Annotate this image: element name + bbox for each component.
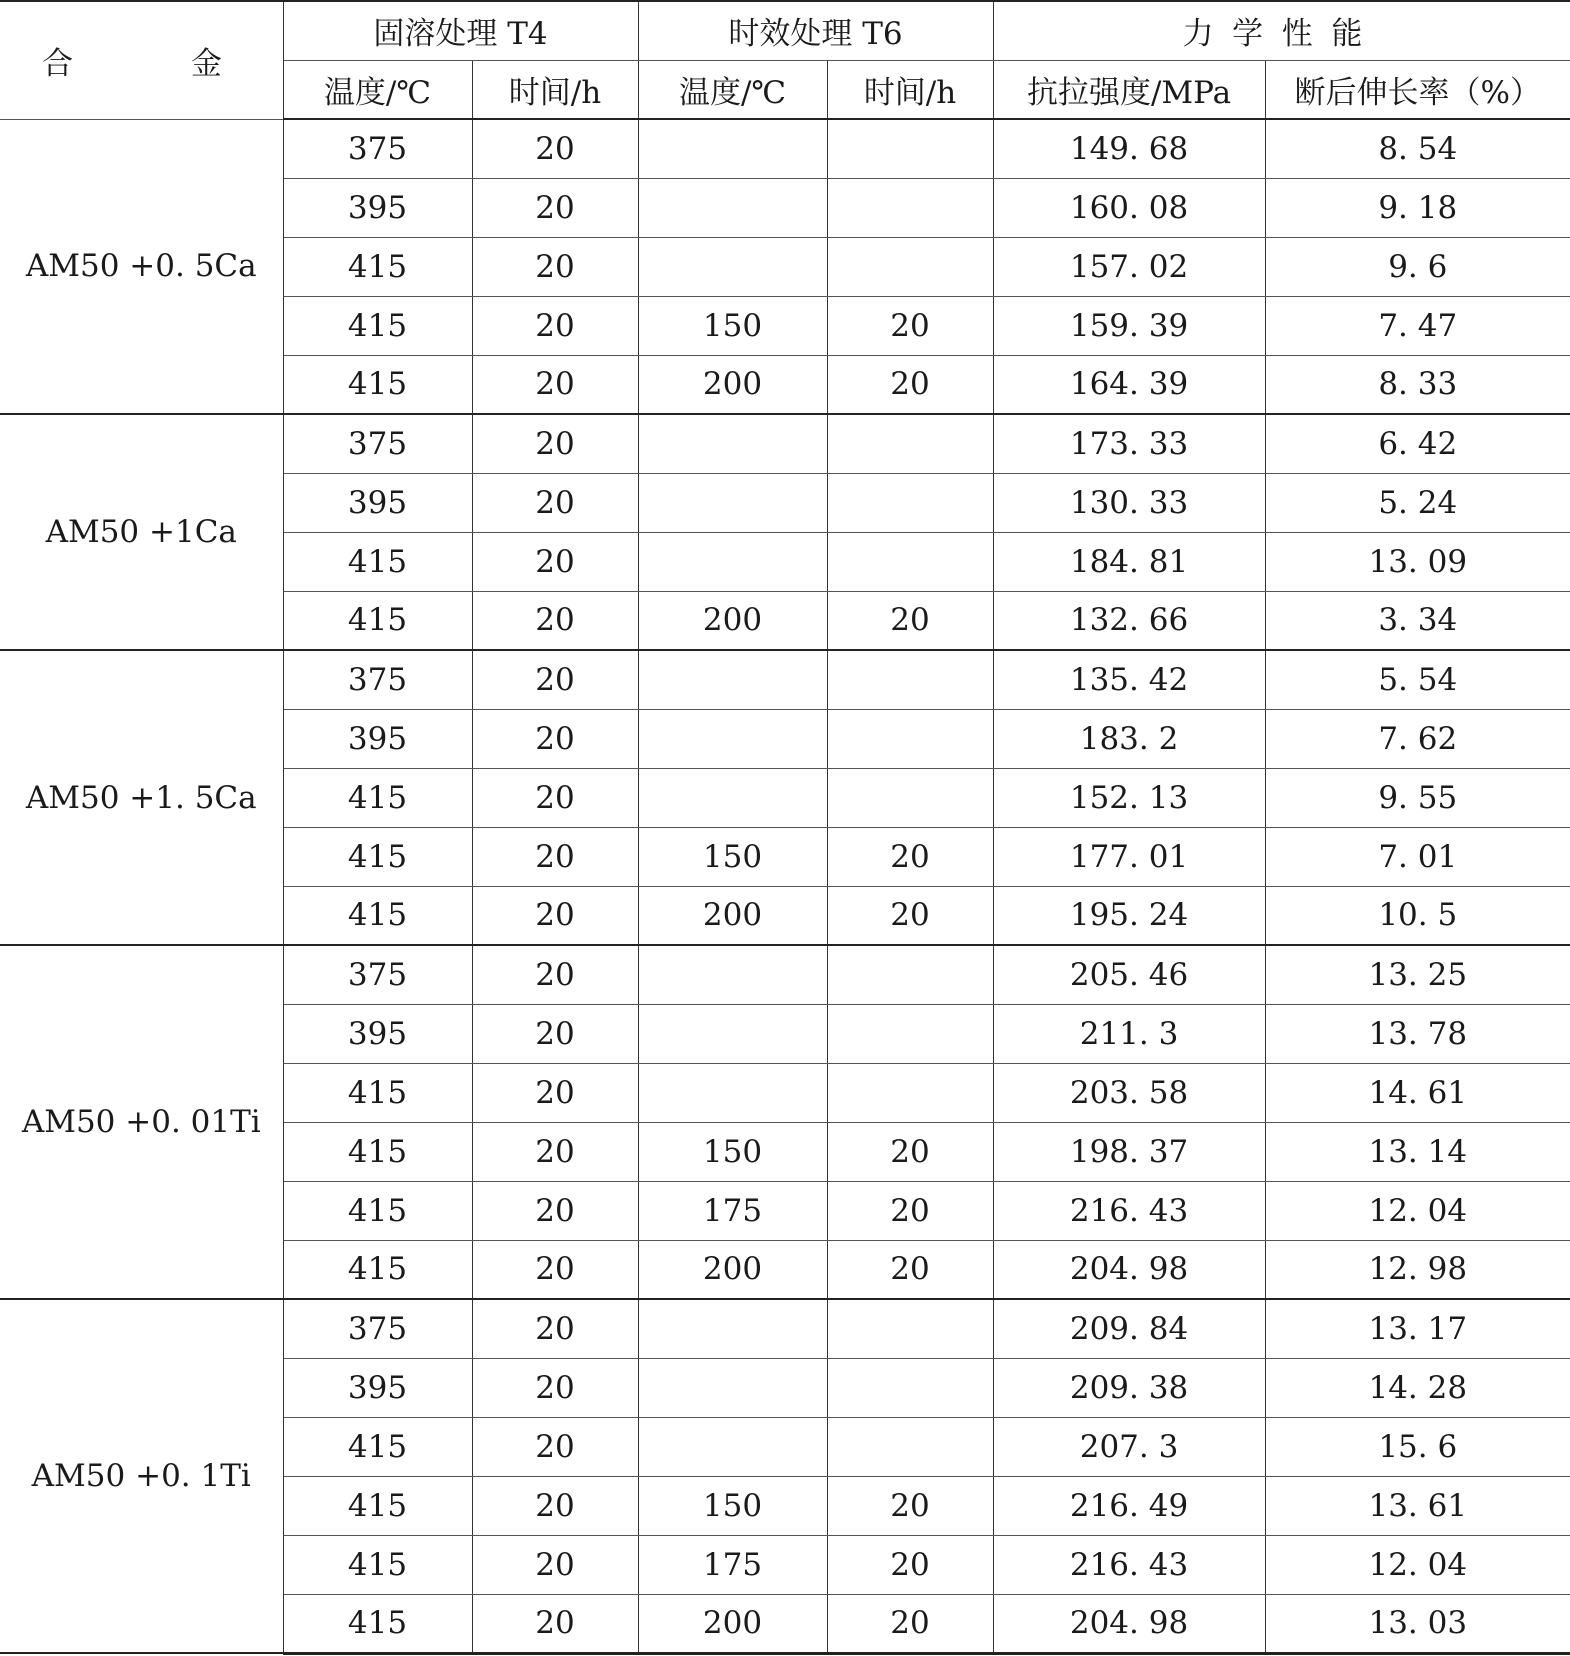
cell-t4-temp: 375 bbox=[283, 414, 472, 473]
cell-t6-temp bbox=[638, 237, 827, 296]
cell-t6-temp: 150 bbox=[638, 1476, 827, 1535]
cell-t6-temp: 200 bbox=[638, 886, 827, 945]
cell-strength: 173. 33 bbox=[993, 414, 1265, 473]
header-t6-time: 时间/h bbox=[827, 60, 993, 119]
cell-strength: 216. 43 bbox=[993, 1535, 1265, 1594]
cell-elongation: 7. 01 bbox=[1265, 827, 1570, 886]
cell-t6-time: 20 bbox=[827, 1122, 993, 1181]
cell-t4-time: 20 bbox=[472, 355, 638, 414]
cell-elongation: 13. 25 bbox=[1265, 945, 1570, 1004]
cell-t4-time: 20 bbox=[472, 945, 638, 1004]
cell-elongation: 5. 54 bbox=[1265, 650, 1570, 709]
table-row bbox=[0, 1299, 1570, 1358]
cell-t4-time: 20 bbox=[472, 768, 638, 827]
header-elongation: 断后伸长率（%） bbox=[1265, 60, 1570, 119]
cell-t6-temp: 200 bbox=[638, 591, 827, 650]
cell-t6-temp bbox=[638, 414, 827, 473]
cell-strength: 184. 81 bbox=[993, 532, 1265, 591]
cell-t6-time: 20 bbox=[827, 355, 993, 414]
cell-t4-time: 20 bbox=[472, 709, 638, 768]
cell-t6-temp bbox=[638, 532, 827, 591]
header-t4: 固溶处理 T4 bbox=[283, 1, 638, 60]
cell-t4-temp: 415 bbox=[283, 1535, 472, 1594]
cell-t6-time bbox=[827, 650, 993, 709]
cell-t4-time: 20 bbox=[472, 414, 638, 473]
cell-strength: 132. 66 bbox=[993, 591, 1265, 650]
cell-t4-time: 20 bbox=[472, 827, 638, 886]
cell-strength: 211. 3 bbox=[993, 1004, 1265, 1063]
cell-t6-time bbox=[827, 1358, 993, 1417]
cell-t4-time: 20 bbox=[472, 1476, 638, 1535]
cell-t6-time: 20 bbox=[827, 591, 993, 650]
cell-t6-temp bbox=[638, 1299, 827, 1358]
cell-t4-time: 20 bbox=[472, 1240, 638, 1299]
cell-t4-time: 20 bbox=[472, 296, 638, 355]
cell-t4-temp: 395 bbox=[283, 709, 472, 768]
table-row bbox=[0, 119, 1570, 178]
cell-t4-time: 20 bbox=[472, 1417, 638, 1476]
cell-elongation: 13. 17 bbox=[1265, 1299, 1570, 1358]
cell-t4-temp: 415 bbox=[283, 237, 472, 296]
cell-t4-time: 20 bbox=[472, 1063, 638, 1122]
cell-elongation: 5. 24 bbox=[1265, 473, 1570, 532]
cell-t6-temp bbox=[638, 1358, 827, 1417]
cell-t4-time: 20 bbox=[472, 591, 638, 650]
table-header bbox=[0, 1, 1570, 119]
cell-t4-temp: 375 bbox=[283, 119, 472, 178]
cell-t4-temp: 415 bbox=[283, 355, 472, 414]
cell-t6-temp bbox=[638, 709, 827, 768]
cell-t4-time: 20 bbox=[472, 473, 638, 532]
table-row bbox=[0, 945, 1570, 1004]
cell-t4-temp: 415 bbox=[283, 532, 472, 591]
cell-t4-time: 20 bbox=[472, 1358, 638, 1417]
header-row-1 bbox=[0, 1, 1570, 60]
cell-strength: 216. 49 bbox=[993, 1476, 1265, 1535]
cell-t4-temp: 395 bbox=[283, 178, 472, 237]
header-strength: 抗拉强度/MPa bbox=[993, 60, 1265, 119]
header-t6: 时效处理 T6 bbox=[638, 1, 993, 60]
cell-t6-time: 20 bbox=[827, 296, 993, 355]
table-body bbox=[0, 119, 1570, 1653]
cell-strength: 204. 98 bbox=[993, 1240, 1265, 1299]
cell-elongation: 7. 47 bbox=[1265, 296, 1570, 355]
table-row bbox=[0, 650, 1570, 709]
cell-t6-time bbox=[827, 178, 993, 237]
cell-t6-temp: 200 bbox=[638, 1240, 827, 1299]
cell-t6-time: 20 bbox=[827, 1535, 993, 1594]
cell-t6-time bbox=[827, 1004, 993, 1063]
header-mechanical: 力学性能 bbox=[993, 1, 1570, 60]
cell-t6-temp: 150 bbox=[638, 296, 827, 355]
cell-t4-time: 20 bbox=[472, 886, 638, 945]
cell-t4-temp: 415 bbox=[283, 1063, 472, 1122]
cell-elongation: 8. 54 bbox=[1265, 119, 1570, 178]
cell-t4-temp: 375 bbox=[283, 945, 472, 1004]
cell-strength: 195. 24 bbox=[993, 886, 1265, 945]
cell-t4-temp: 415 bbox=[283, 1594, 472, 1653]
cell-elongation: 9. 6 bbox=[1265, 237, 1570, 296]
cell-t6-temp bbox=[638, 945, 827, 1004]
header-t4-temp: 温度/℃ bbox=[283, 60, 472, 119]
cell-t6-temp bbox=[638, 119, 827, 178]
cell-elongation: 7. 62 bbox=[1265, 709, 1570, 768]
cell-elongation: 12. 98 bbox=[1265, 1240, 1570, 1299]
cell-t6-time bbox=[827, 532, 993, 591]
cell-t6-temp bbox=[638, 1004, 827, 1063]
cell-strength: 216. 43 bbox=[993, 1181, 1265, 1240]
cell-t6-time bbox=[827, 119, 993, 178]
cell-t6-temp bbox=[638, 473, 827, 532]
cell-t6-temp: 150 bbox=[638, 1122, 827, 1181]
cell-strength: 160. 08 bbox=[993, 178, 1265, 237]
cell-strength: 135. 42 bbox=[993, 650, 1265, 709]
cell-t4-time: 20 bbox=[472, 1535, 638, 1594]
cell-t4-temp: 415 bbox=[283, 591, 472, 650]
cell-t4-temp: 415 bbox=[283, 1122, 472, 1181]
cell-t6-temp: 175 bbox=[638, 1181, 827, 1240]
cell-t6-time: 20 bbox=[827, 1181, 993, 1240]
cell-elongation: 13. 78 bbox=[1265, 1004, 1570, 1063]
cell-t4-temp: 415 bbox=[283, 768, 472, 827]
cell-strength: 157. 02 bbox=[993, 237, 1265, 296]
cell-elongation: 13. 09 bbox=[1265, 532, 1570, 591]
cell-strength: 207. 3 bbox=[993, 1417, 1265, 1476]
cell-strength: 205. 46 bbox=[993, 945, 1265, 1004]
cell-t6-temp bbox=[638, 178, 827, 237]
cell-t4-temp: 415 bbox=[283, 296, 472, 355]
cell-strength: 203. 58 bbox=[993, 1063, 1265, 1122]
cell-t6-time bbox=[827, 945, 993, 1004]
cell-strength: 209. 38 bbox=[993, 1358, 1265, 1417]
cell-elongation: 3. 34 bbox=[1265, 591, 1570, 650]
cell-t6-time: 20 bbox=[827, 886, 993, 945]
cell-elongation: 10. 5 bbox=[1265, 886, 1570, 945]
cell-strength: 159. 39 bbox=[993, 296, 1265, 355]
cell-t4-time: 20 bbox=[472, 1181, 638, 1240]
cell-t4-time: 20 bbox=[472, 1299, 638, 1358]
cell-t6-time bbox=[827, 473, 993, 532]
cell-elongation: 15. 6 bbox=[1265, 1417, 1570, 1476]
cell-elongation: 9. 18 bbox=[1265, 178, 1570, 237]
cell-t4-temp: 395 bbox=[283, 1358, 472, 1417]
cell-strength: 149. 68 bbox=[993, 119, 1265, 178]
cell-elongation: 14. 61 bbox=[1265, 1063, 1570, 1122]
cell-t4-temp: 415 bbox=[283, 1417, 472, 1476]
cell-t4-temp: 375 bbox=[283, 1299, 472, 1358]
cell-elongation: 12. 04 bbox=[1265, 1535, 1570, 1594]
cell-strength: 209. 84 bbox=[993, 1299, 1265, 1358]
cell-t4-time: 20 bbox=[472, 1594, 638, 1653]
cell-elongation: 9. 55 bbox=[1265, 768, 1570, 827]
cell-t6-time bbox=[827, 768, 993, 827]
cell-alloy: AM50 +0. 1Ti bbox=[0, 1299, 283, 1653]
cell-strength: 204. 98 bbox=[993, 1594, 1265, 1653]
cell-t6-time bbox=[827, 1063, 993, 1122]
cell-t6-temp bbox=[638, 1063, 827, 1122]
cell-t6-temp: 175 bbox=[638, 1535, 827, 1594]
cell-t4-temp: 375 bbox=[283, 650, 472, 709]
cell-t4-time: 20 bbox=[472, 650, 638, 709]
cell-t6-temp bbox=[638, 768, 827, 827]
cell-elongation: 13. 14 bbox=[1265, 1122, 1570, 1181]
cell-t6-time: 20 bbox=[827, 1240, 993, 1299]
cell-t6-temp: 150 bbox=[638, 827, 827, 886]
cell-strength: 198. 37 bbox=[993, 1122, 1265, 1181]
cell-t4-temp: 415 bbox=[283, 1240, 472, 1299]
cell-t6-time: 20 bbox=[827, 1476, 993, 1535]
cell-t4-time: 20 bbox=[472, 532, 638, 591]
cell-t6-time bbox=[827, 1417, 993, 1476]
cell-t4-temp: 415 bbox=[283, 1476, 472, 1535]
cell-t6-temp: 200 bbox=[638, 355, 827, 414]
cell-elongation: 6. 42 bbox=[1265, 414, 1570, 473]
cell-t6-temp bbox=[638, 1417, 827, 1476]
cell-strength: 164. 39 bbox=[993, 355, 1265, 414]
cell-alloy: AM50 +1Ca bbox=[0, 414, 283, 650]
cell-t4-time: 20 bbox=[472, 1004, 638, 1063]
cell-alloy: AM50 +0. 01Ti bbox=[0, 945, 283, 1299]
header-t4-time: 时间/h bbox=[472, 60, 638, 119]
cell-elongation: 14. 28 bbox=[1265, 1358, 1570, 1417]
table-row bbox=[0, 414, 1570, 473]
cell-strength: 152. 13 bbox=[993, 768, 1265, 827]
cell-t4-temp: 395 bbox=[283, 1004, 472, 1063]
cell-t6-time bbox=[827, 709, 993, 768]
cell-elongation: 13. 61 bbox=[1265, 1476, 1570, 1535]
cell-alloy: AM50 +1. 5Ca bbox=[0, 650, 283, 945]
cell-t6-time: 20 bbox=[827, 827, 993, 886]
cell-elongation: 12. 04 bbox=[1265, 1181, 1570, 1240]
cell-strength: 183. 2 bbox=[993, 709, 1265, 768]
cell-t6-temp bbox=[638, 650, 827, 709]
cell-t6-time: 20 bbox=[827, 1594, 993, 1653]
cell-t6-temp: 200 bbox=[638, 1594, 827, 1653]
cell-t6-time bbox=[827, 414, 993, 473]
cell-t6-time bbox=[827, 237, 993, 296]
cell-t4-temp: 415 bbox=[283, 827, 472, 886]
cell-alloy: AM50 +0. 5Ca bbox=[0, 119, 283, 414]
cell-strength: 177. 01 bbox=[993, 827, 1265, 886]
cell-elongation: 8. 33 bbox=[1265, 355, 1570, 414]
cell-strength: 130. 33 bbox=[993, 473, 1265, 532]
cell-t4-temp: 415 bbox=[283, 1181, 472, 1240]
cell-t4-time: 20 bbox=[472, 1122, 638, 1181]
cell-t4-temp: 415 bbox=[283, 886, 472, 945]
cell-elongation: 13. 03 bbox=[1265, 1594, 1570, 1653]
header-alloy: 合 金 bbox=[0, 1, 283, 119]
cell-t4-time: 20 bbox=[472, 119, 638, 178]
cell-t4-time: 20 bbox=[472, 178, 638, 237]
cell-t4-temp: 395 bbox=[283, 473, 472, 532]
header-t6-temp: 温度/℃ bbox=[638, 60, 827, 119]
cell-t6-time bbox=[827, 1299, 993, 1358]
cell-t4-time: 20 bbox=[472, 237, 638, 296]
